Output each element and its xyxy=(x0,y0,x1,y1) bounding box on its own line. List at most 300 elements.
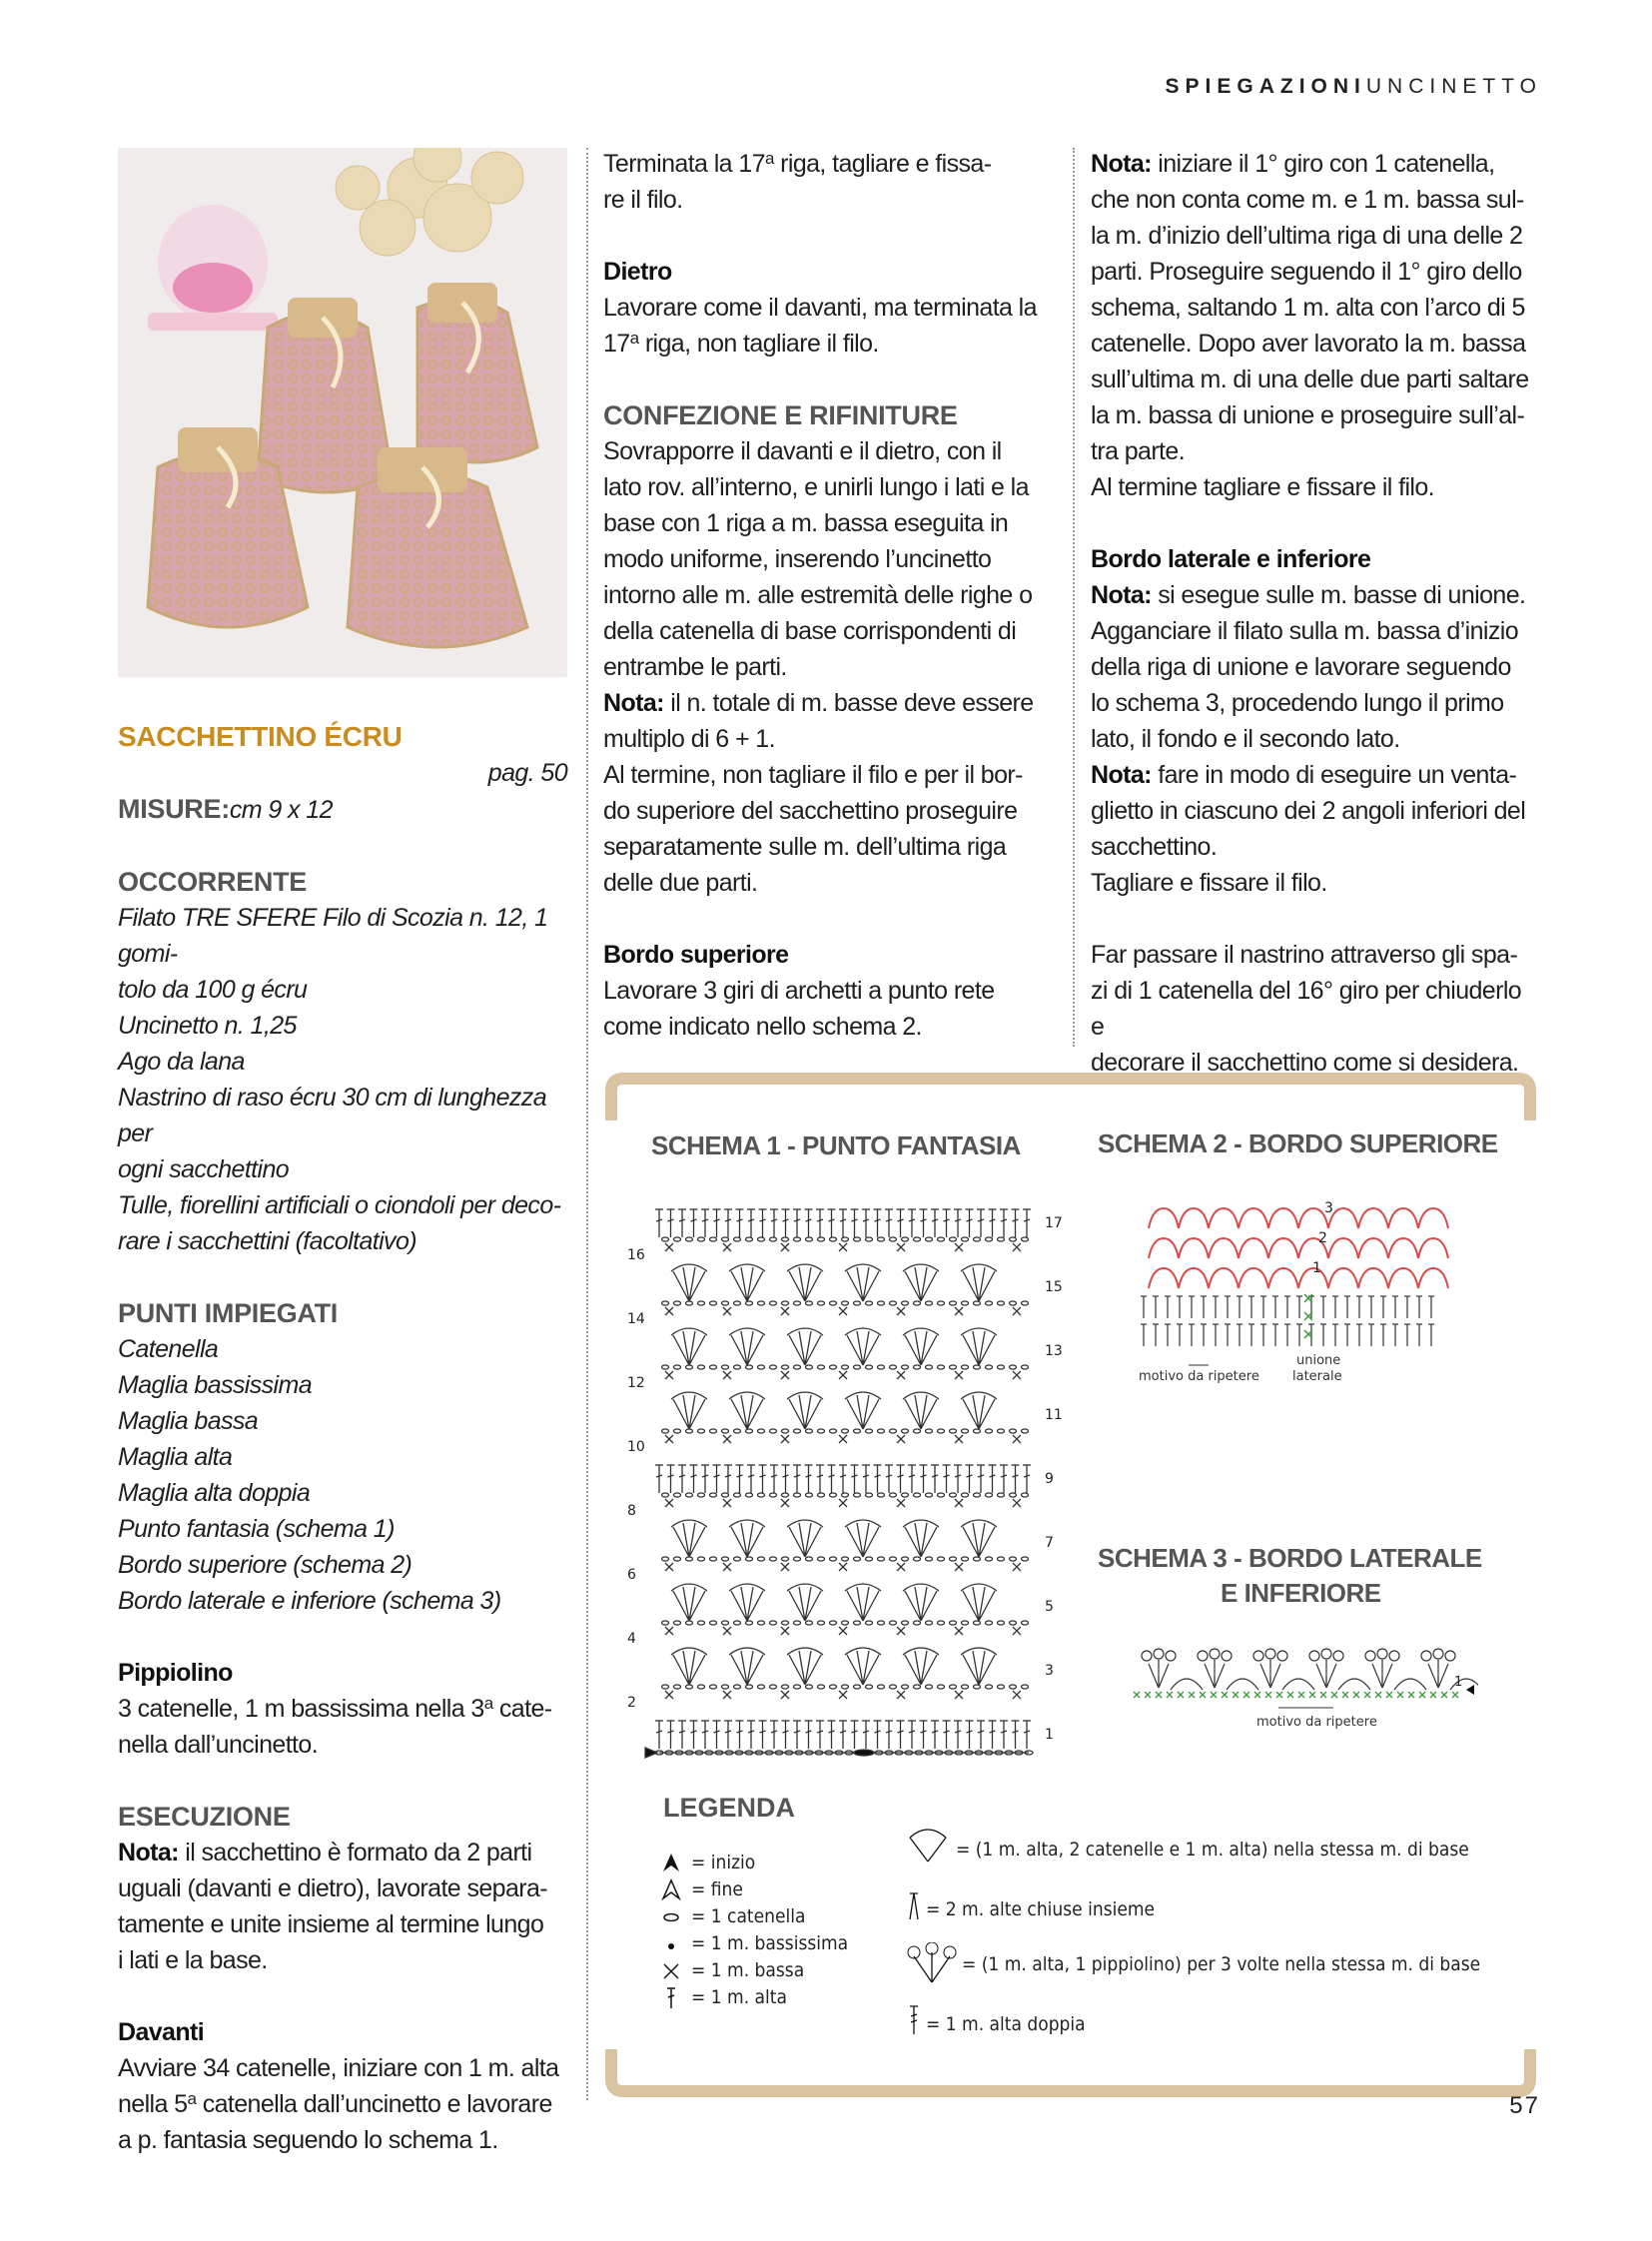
mesh-arch xyxy=(1358,1208,1388,1228)
chain-stitch xyxy=(770,1493,777,1497)
termine-line: do superiore del sacchettino proseguire xyxy=(603,797,1018,825)
row-number-right: 1 xyxy=(1045,1727,1054,1743)
fan-arch xyxy=(903,1328,939,1335)
chain-stitch xyxy=(1010,1301,1017,1305)
picot-fan-icon xyxy=(904,1942,960,1986)
punti-heading: PUNTI IMPIEGATI xyxy=(118,1298,339,1328)
fan-arch xyxy=(729,1520,765,1527)
sc-stitch xyxy=(955,1627,963,1635)
col3-nota-text xyxy=(1091,146,1540,505)
chain-stitch xyxy=(926,1493,933,1497)
sc-stitch xyxy=(1134,1692,1140,1698)
chain-stitch xyxy=(902,1621,909,1625)
chain-stitch xyxy=(1022,1237,1029,1241)
chain-stitch xyxy=(734,1685,741,1689)
chain-icon xyxy=(659,1903,683,1929)
chain-stitch xyxy=(686,1493,693,1497)
termine-line: delle due parti. xyxy=(603,869,758,897)
col3-nota-line: Al termine tagliare e fissare il filo. xyxy=(1091,473,1435,501)
chain-stitch xyxy=(818,1621,825,1625)
chain-arch xyxy=(1338,1679,1370,1690)
sc-stitch xyxy=(781,1243,789,1251)
chain-stitch xyxy=(698,1365,705,1369)
picot xyxy=(1154,1649,1164,1659)
col3-nota-line: la m. bassa di unione e proseguire sull’al- xyxy=(1091,401,1525,429)
chain-stitch xyxy=(698,1685,705,1689)
chain-stitch xyxy=(902,1493,909,1497)
fan-arch xyxy=(787,1584,823,1591)
sc-stitch xyxy=(897,1563,905,1571)
sc-stitch xyxy=(1013,1499,1021,1507)
legend-item xyxy=(904,2002,1086,2046)
chain-stitch xyxy=(854,1557,861,1561)
sc-stitch xyxy=(839,1371,847,1379)
chain-stitch xyxy=(974,1685,981,1689)
chain-stitch xyxy=(746,1429,753,1433)
sc-stitch xyxy=(955,1563,963,1571)
col3-nota3-line: glietto in ciascuno dei 2 angoli inferiori del xyxy=(1091,797,1526,825)
chain-stitch xyxy=(794,1621,801,1625)
chain-stitch xyxy=(710,1237,717,1241)
chain-stitch xyxy=(1010,1685,1017,1689)
schema-1-diagram xyxy=(619,1178,1089,1768)
fan-arch xyxy=(845,1328,881,1335)
chain-stitch xyxy=(1010,1429,1017,1433)
sc-stitch xyxy=(723,1627,731,1635)
row-number-right: 5 xyxy=(1045,1599,1054,1615)
sc-stitch xyxy=(1178,1692,1184,1698)
fan-arch xyxy=(845,1264,881,1271)
chain-stitch xyxy=(698,1493,705,1497)
col2-line-1: Terminata la 17$^a$ riga, tagliare e fissa- xyxy=(603,149,992,178)
fan-arch xyxy=(671,1584,707,1591)
column-1 xyxy=(118,719,567,2158)
sc-stitch xyxy=(665,1307,673,1315)
chain-stitch xyxy=(722,1429,729,1433)
fan-arch xyxy=(903,1648,939,1655)
chain-stitch xyxy=(818,1429,825,1433)
chain-stitch xyxy=(782,1621,789,1625)
start-marker xyxy=(645,1748,657,1758)
fan-stitch xyxy=(789,1651,821,1685)
mesh-arch xyxy=(1209,1238,1239,1258)
chain-stitch xyxy=(986,1237,993,1241)
chain-stitch xyxy=(746,1237,753,1241)
chain-stitch xyxy=(998,1621,1005,1625)
chain-stitch xyxy=(1022,1557,1029,1561)
chain-stitch xyxy=(950,1365,957,1369)
single-crochet-icon xyxy=(659,1957,683,1983)
chain-stitch xyxy=(782,1493,789,1497)
fan-arch xyxy=(787,1392,823,1399)
sc-stitch xyxy=(723,1499,731,1507)
sc-stitch xyxy=(1430,1692,1436,1698)
chain-stitch xyxy=(662,1301,669,1305)
chain-stitch xyxy=(698,1301,705,1305)
sc-stitch xyxy=(839,1627,847,1635)
chain-stitch xyxy=(998,1685,1005,1689)
chain-stitch xyxy=(710,1493,717,1497)
sc-stitch xyxy=(1211,1692,1217,1698)
fan-stitch xyxy=(905,1267,937,1301)
row-number-right: 7 xyxy=(1045,1535,1054,1551)
chain-stitch xyxy=(902,1301,909,1305)
double-crochet-icon xyxy=(659,1984,683,2010)
fan-stitch xyxy=(673,1651,705,1685)
col2-line-2: re il filo. xyxy=(603,186,683,214)
chain-stitch xyxy=(674,1429,681,1433)
occorrente-item: rare i sacchettini (facoltativo) xyxy=(118,1227,416,1255)
chain-stitch xyxy=(950,1429,957,1433)
chain-stitch xyxy=(674,1685,681,1689)
occorrente-item: ogni sacchettino xyxy=(118,1155,290,1183)
confezione-line: intorno alle m. alle estremità delle righe o xyxy=(603,581,1033,609)
chain-arch xyxy=(1394,1679,1426,1690)
chain-stitch xyxy=(782,1429,789,1433)
sc-stitch xyxy=(1167,1692,1173,1698)
row-number-left: 10 xyxy=(627,1439,645,1455)
chain-stitch xyxy=(890,1365,897,1369)
legend-item xyxy=(904,1887,1155,1931)
occorrente-item: Nastrino di raso écru 30 cm di lunghezza per xyxy=(118,1084,547,1147)
start-marker xyxy=(1466,1685,1474,1695)
sc-stitch xyxy=(1397,1692,1403,1698)
punti-list xyxy=(118,1331,567,1619)
chain-stitch xyxy=(926,1621,933,1625)
punti-item: Maglia alta doppia xyxy=(118,1479,311,1507)
chain-stitch xyxy=(758,1621,765,1625)
chain-stitch xyxy=(746,1621,753,1625)
picot xyxy=(1333,1651,1343,1661)
pippiolino-heading: Pippiolino xyxy=(118,1659,233,1687)
fan-arch xyxy=(671,1328,707,1335)
legend-text: = 1 m. alta xyxy=(691,1986,787,2008)
chain-stitch xyxy=(938,1493,945,1497)
chain-stitch xyxy=(794,1557,801,1561)
picot xyxy=(1389,1651,1399,1661)
chain-stitch xyxy=(974,1237,981,1241)
mesh-arch xyxy=(1209,1208,1239,1228)
col3-nota2-line: lo schema 3, procedendo lungo il primo xyxy=(1091,689,1504,717)
col3-nota2-line: Nota: si esegue sulle m. basse di unione. xyxy=(1091,581,1526,609)
sc-stitch xyxy=(897,1435,905,1443)
chain-stitch xyxy=(962,1301,969,1305)
chain-stitch xyxy=(722,1557,729,1561)
row-number-left: 14 xyxy=(627,1311,645,1327)
chain-stitch xyxy=(734,1365,741,1369)
schema-3-title-1: SCHEMA 3 - BORDO LATERALE xyxy=(1098,1543,1482,1573)
chain-stitch xyxy=(974,1365,981,1369)
chain-stitch xyxy=(866,1493,873,1497)
chain-stitch xyxy=(830,1621,837,1625)
chain-stitch xyxy=(830,1685,837,1689)
sc-stitch xyxy=(1452,1692,1458,1698)
esecuzione-text xyxy=(118,1835,567,1978)
davanti-line-2: nella 5$^a$ catenella dall’uncinetto e lavorare xyxy=(118,2089,552,2118)
confezione-line: lato rov. all’interno, e unirli lungo i lati e la xyxy=(603,473,1029,501)
sc-stitch xyxy=(781,1691,789,1699)
fan-arch xyxy=(903,1584,939,1591)
confezione-line: entrambe le parti. xyxy=(603,653,787,681)
chain-stitch xyxy=(698,1237,705,1241)
fan-arch xyxy=(903,1264,939,1271)
chain-stitch xyxy=(962,1365,969,1369)
start-chain xyxy=(854,1750,874,1756)
mesh-arch xyxy=(1149,1238,1179,1258)
sc-stitch xyxy=(781,1307,789,1315)
chain-stitch xyxy=(746,1365,753,1369)
mesh-arch xyxy=(1418,1238,1448,1258)
repeat-label: motivo da ripetere xyxy=(1139,1369,1259,1384)
fan-stitch xyxy=(847,1331,879,1365)
sc-stitch xyxy=(665,1627,673,1635)
chain-stitch xyxy=(782,1237,789,1241)
confezione-line: base con 1 riga a m. bassa eseguita in xyxy=(603,509,1009,537)
chain-stitch xyxy=(842,1429,849,1433)
chain-stitch xyxy=(1022,1301,1029,1305)
chain-stitch xyxy=(686,1301,693,1305)
chain-stitch xyxy=(758,1557,765,1561)
schema-3-title-2: E INFERIORE xyxy=(1221,1578,1381,1608)
chain-stitch xyxy=(1022,1685,1029,1689)
chain-stitch xyxy=(938,1237,945,1241)
chain-stitch xyxy=(794,1685,801,1689)
occorrente-item: tolo da 100 g écru xyxy=(118,976,308,1004)
chain-stitch xyxy=(938,1365,945,1369)
chain-stitch xyxy=(830,1557,837,1561)
termine-line: Al termine, non tagliare il filo e per il bor- xyxy=(603,761,1023,789)
repeat-label: motivo da ripetere xyxy=(1256,1715,1377,1730)
chain-stitch xyxy=(686,1685,693,1689)
sc-stitch xyxy=(839,1691,847,1699)
fan-stitch xyxy=(731,1523,763,1557)
chain-stitch xyxy=(878,1429,885,1433)
col3-nota-line: schema, saltando 1 m. alta con l’arco di 5 xyxy=(1091,294,1525,322)
dietro-heading: Dietro xyxy=(603,258,672,286)
legend-item xyxy=(659,1930,848,1956)
occorrente-item: Filato TRE SFERE Filo di Scozia n. 12, 1 gomi- xyxy=(118,904,548,968)
col3-nota3-text xyxy=(1091,757,1540,901)
termine-line: separatamente sulle m. dell’ultima riga xyxy=(603,833,1007,861)
chain-stitch xyxy=(806,1429,813,1433)
sc-stitch xyxy=(1254,1692,1260,1698)
chain-stitch xyxy=(710,1365,717,1369)
picot-fan xyxy=(1149,1660,1169,1688)
fan-arch xyxy=(729,1584,765,1591)
punti-item: Bordo superiore (schema 2) xyxy=(118,1551,413,1579)
mesh-arch xyxy=(1149,1208,1179,1228)
sc-stitch xyxy=(1145,1692,1151,1698)
mesh-arch xyxy=(1418,1208,1448,1228)
chain-stitch xyxy=(866,1365,873,1369)
col3-nota-line: Nota: iniziare il 1° giro con 1 catenella, xyxy=(1091,150,1495,178)
sc-stitch xyxy=(955,1691,963,1699)
sc-stitch xyxy=(1233,1692,1239,1698)
davanti-line-1: Avviare 34 catenelle, iniziare con 1 m. alta xyxy=(118,2054,559,2082)
unione-label-1: unione xyxy=(1296,1353,1341,1368)
chain-stitch xyxy=(674,1557,681,1561)
confezione-text xyxy=(603,433,1055,685)
col3-nota-line: catenelle. Dopo aver lavorato la m. bassa xyxy=(1091,330,1526,358)
row-number-right: 13 xyxy=(1045,1343,1063,1359)
mesh-arch xyxy=(1179,1268,1209,1288)
sc-stitch xyxy=(1298,1692,1304,1698)
chain-stitch xyxy=(926,1365,933,1369)
fan-arch xyxy=(729,1392,765,1399)
col3-nota3-line: Tagliare e fissare il filo. xyxy=(1091,869,1327,897)
mesh-arch xyxy=(1268,1268,1298,1288)
chain-stitch xyxy=(962,1557,969,1561)
chain-stitch xyxy=(674,1237,681,1241)
col3-nota-line: parti. Proseguire seguendo il 1° giro dello xyxy=(1091,258,1522,286)
chain-stitch xyxy=(854,1621,861,1625)
fan-stitch xyxy=(731,1331,763,1365)
chain-stitch xyxy=(686,1557,693,1561)
chain-stitch xyxy=(986,1429,993,1433)
picot-fan xyxy=(1428,1660,1448,1688)
chain-stitch xyxy=(1010,1493,1017,1497)
chain-stitch xyxy=(746,1557,753,1561)
chain-stitch xyxy=(950,1237,957,1241)
round-label: 2 xyxy=(1318,1230,1327,1246)
fan-stitch xyxy=(963,1587,995,1621)
legend-item xyxy=(659,1984,787,2010)
fan-stitch xyxy=(963,1651,995,1685)
legend-text: = 2 m. alte chiuse insieme xyxy=(926,1898,1156,1920)
chain-stitch xyxy=(914,1237,921,1241)
chain-stitch xyxy=(842,1237,849,1241)
fan-stitch xyxy=(847,1395,879,1429)
chain-stitch xyxy=(710,1429,717,1433)
header-bold: SPIEGAZIONI xyxy=(1165,75,1366,98)
row-number-left: 4 xyxy=(627,1631,636,1647)
chain-stitch xyxy=(926,1237,933,1241)
v-stitch-icon xyxy=(904,1828,954,1871)
chain-stitch xyxy=(662,1237,669,1241)
chain-stitch xyxy=(854,1365,861,1369)
picot-fan xyxy=(1205,1660,1225,1688)
chain-stitch xyxy=(806,1365,813,1369)
picot xyxy=(1433,1649,1443,1659)
sc-stitch xyxy=(1200,1692,1206,1698)
picot xyxy=(1365,1651,1375,1661)
sc-stitch xyxy=(665,1691,673,1699)
chain-stitch xyxy=(914,1429,921,1433)
schema-3-diagram xyxy=(1129,1638,1478,1748)
chain-stitch xyxy=(842,1557,849,1561)
sc-stitch xyxy=(955,1371,963,1379)
sc-stitch xyxy=(839,1435,847,1443)
chain-stitch xyxy=(890,1237,897,1241)
sc-stitch xyxy=(897,1243,905,1251)
chain-stitch xyxy=(722,1365,729,1369)
col3-nota-line: che non conta come m. e 1 m. bassa sul- xyxy=(1091,186,1524,214)
mesh-arch xyxy=(1239,1238,1268,1258)
mesh-arch xyxy=(1388,1208,1418,1228)
legend-text: = 1 m. bassissima xyxy=(691,1932,849,1954)
chain-stitch xyxy=(758,1301,765,1305)
row-number-right: 17 xyxy=(1045,1215,1063,1231)
chain-arch xyxy=(1227,1679,1258,1690)
unione-label-2: laterale xyxy=(1292,1369,1342,1384)
dietro-line-2: 17$^a$ riga, non tagliare il filo. xyxy=(603,329,879,358)
chain-stitch xyxy=(974,1301,981,1305)
row-number-right: 9 xyxy=(1045,1471,1054,1487)
mesh-arch xyxy=(1358,1238,1388,1258)
chain-stitch xyxy=(938,1557,945,1561)
sc-stitch xyxy=(665,1243,673,1251)
legend-item xyxy=(659,1876,743,1902)
chain-stitch xyxy=(1022,1621,1029,1625)
fan-stitch xyxy=(789,1331,821,1365)
chain-stitch xyxy=(1010,1237,1017,1241)
col3-nota2-line: Agganciare il filato sulla m. bassa d’inizio xyxy=(1091,617,1518,645)
chain-stitch xyxy=(830,1429,837,1433)
sc-stitch xyxy=(723,1243,731,1251)
fan-arch xyxy=(961,1520,997,1527)
row-number-left: 8 xyxy=(627,1503,636,1519)
chain-stitch xyxy=(698,1621,705,1625)
chain-stitch xyxy=(962,1493,969,1497)
punti-item: Maglia alta xyxy=(118,1443,233,1471)
fan-arch xyxy=(671,1520,707,1527)
chain-stitch xyxy=(818,1237,825,1241)
legend-text: = (1 m. alta, 2 catenelle e 1 m. alta) nella stessa m. di base xyxy=(956,1839,1469,1861)
punti-item: Punto fantasia (schema 1) xyxy=(118,1515,395,1543)
chain-stitch xyxy=(890,1557,897,1561)
chain-stitch xyxy=(794,1429,801,1433)
pippiolino-text-2: nella dall’uncinetto. xyxy=(118,1731,319,1759)
sc-stitch xyxy=(723,1563,731,1571)
sc-stitch xyxy=(1331,1692,1337,1698)
chain-stitch xyxy=(758,1685,765,1689)
occorrente-heading: OCCORRENTE xyxy=(118,867,308,897)
chain-stitch xyxy=(662,1429,669,1433)
chain-stitch xyxy=(722,1301,729,1305)
mesh-arch xyxy=(1328,1238,1358,1258)
chain-stitch xyxy=(914,1365,921,1369)
chain-stitch xyxy=(722,1621,729,1625)
start-icon xyxy=(659,1850,683,1875)
chain-stitch xyxy=(770,1301,777,1305)
confezione-heading: CONFEZIONE E RIFINITURE xyxy=(603,400,958,430)
sc-stitch xyxy=(897,1307,905,1315)
chain-stitch xyxy=(878,1237,885,1241)
chain-stitch xyxy=(806,1237,813,1241)
chain-stitch xyxy=(938,1685,945,1689)
chain-stitch xyxy=(782,1365,789,1369)
chain-stitch xyxy=(890,1685,897,1689)
chain-stitch xyxy=(806,1493,813,1497)
fan-stitch xyxy=(905,1395,937,1429)
chain-stitch xyxy=(902,1557,909,1561)
page-number: 57 xyxy=(1509,2092,1540,2119)
esecuzione-line: i lati e la base. xyxy=(118,1946,268,1974)
chain-arch xyxy=(1171,1679,1203,1690)
chain-stitch xyxy=(878,1621,885,1625)
row-number-right: 3 xyxy=(1045,1663,1054,1679)
col3-final-line: decorare il sacchettino come si desidera. xyxy=(1091,1049,1519,1077)
sc-stitch xyxy=(955,1499,963,1507)
chain-stitch xyxy=(770,1685,777,1689)
legend-title: LEGENDA xyxy=(663,1793,796,1823)
mesh-arch xyxy=(1388,1238,1418,1258)
sc-stitch xyxy=(1013,1243,1021,1251)
chain-stitch xyxy=(986,1301,993,1305)
chain-stitch xyxy=(938,1621,945,1625)
mesh-arch xyxy=(1179,1208,1209,1228)
schema-2-title: SCHEMA 2 - BORDO SUPERIORE xyxy=(1098,1128,1498,1158)
